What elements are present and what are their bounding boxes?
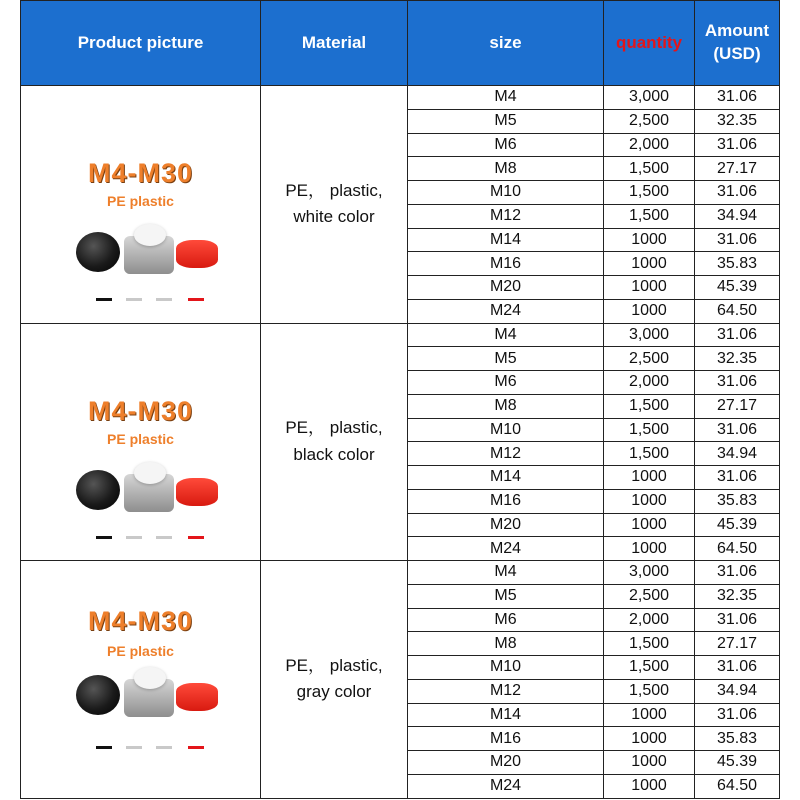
quantity-cell: 1000 [604,276,695,300]
product-image [21,86,260,323]
quantity-cell: 1000 [604,252,695,276]
quantity-cell: 2,500 [604,110,695,134]
size-cell: M24 [408,775,604,799]
color-swatch-dash [126,298,142,301]
quantity-cell: 1,500 [604,205,695,229]
amount-cell: 31.06 [695,181,780,205]
product-image [21,324,260,561]
size-cell: M12 [408,205,604,229]
color-swatch-dash [96,536,112,539]
amount-cell: 34.94 [695,442,780,466]
material-text [285,653,382,706]
color-swatch-dash [126,536,142,539]
quantity-cell: 1000 [604,514,695,538]
size-cell: M5 [408,347,604,371]
size-cell: M20 [408,514,604,538]
size-cell: M14 [408,704,604,728]
header-quantity-label: quantity [615,32,683,52]
quantity-cell: 1000 [604,490,695,514]
amount-cell: 31.06 [695,324,780,348]
quantity-cell: 1000 [604,751,695,775]
quantity-cell: 1000 [604,727,695,751]
color-swatch-dashes [96,536,216,540]
product-caps-illustration [76,464,216,534]
amount-cell: 31.06 [695,419,780,443]
size-cell: M16 [408,252,604,276]
product-image [21,561,260,798]
amount-cell: 32.35 [695,110,780,134]
size-cell: M10 [408,419,604,443]
amount-cell: 35.83 [695,490,780,514]
product-image-subtitle: PE plastic [107,643,174,659]
color-swatch-dash [156,746,172,749]
size-cell: M10 [408,181,604,205]
material-line1: PE， plastic, [285,180,383,200]
red-cap-icon [176,478,218,506]
header-amount [695,1,780,86]
amount-cell: 35.83 [695,252,780,276]
product-caps-illustration [76,226,216,296]
size-cell: M5 [408,110,604,134]
size-cell: M10 [408,656,604,680]
white-cap-icon [134,667,166,689]
red-cap-icon [176,683,218,711]
color-swatch-dash [188,536,204,539]
quantity-cell: 1000 [604,300,695,324]
amount-cell: 31.06 [695,656,780,680]
size-cell: M24 [408,300,604,324]
quantity-cell: 3,000 [604,324,695,348]
color-swatch-dash [96,746,112,749]
header-amount-line1: Amount [704,21,770,41]
amount-cell: 34.94 [695,205,780,229]
product-image-subtitle: PE plastic [107,193,174,209]
quantity-cell: 1000 [604,704,695,728]
color-swatch-dash [188,298,204,301]
amount-cell: 64.50 [695,300,780,324]
size-cell: M20 [408,751,604,775]
amount-cell: 27.17 [695,157,780,181]
material-cell [261,324,408,562]
amount-cell: 31.06 [695,609,780,633]
quantity-cell: 1,500 [604,442,695,466]
product-picture-cell [21,324,261,562]
quantity-cell: 1,500 [604,181,695,205]
quantity-cell: 1000 [604,229,695,253]
quantity-cell: 2,500 [604,585,695,609]
black-cap-icon [76,470,120,510]
amount-cell: 64.50 [695,537,780,561]
size-cell: M6 [408,134,604,158]
material-line1: PE， plastic, [285,655,383,675]
size-cell: M14 [408,466,604,490]
product-image-title: M4-M30 [87,395,194,426]
color-swatch-dash [156,298,172,301]
size-cell: M24 [408,537,604,561]
quantity-cell: 1000 [604,775,695,799]
header-material: Material [261,1,408,86]
size-cell: M6 [408,609,604,633]
header-quantity [604,1,695,86]
material-line1: PE， plastic, [285,418,383,438]
material-cell [261,561,408,799]
quantity-cell: 1,500 [604,157,695,181]
amount-cell: 27.17 [695,395,780,419]
color-swatch-dashes [96,746,216,750]
size-cell: M4 [408,86,604,110]
size-cell: M8 [408,632,604,656]
amount-cell: 31.06 [695,86,780,110]
amount-cell: 31.06 [695,704,780,728]
amount-cell: 45.39 [695,751,780,775]
quantity-cell: 2,500 [604,347,695,371]
size-cell: M20 [408,276,604,300]
quantity-cell: 1,500 [604,632,695,656]
white-cap-icon [134,224,166,246]
size-cell: M12 [408,680,604,704]
amount-cell: 27.17 [695,632,780,656]
header-product-picture: Product picture [21,1,261,86]
amount-cell: 32.35 [695,585,780,609]
color-swatch-dashes [96,298,216,302]
quantity-cell: 1000 [604,537,695,561]
product-image-title: M4-M30 [87,158,194,188]
size-cell: M8 [408,395,604,419]
amount-cell: 45.39 [695,276,780,300]
size-cell: M6 [408,371,604,395]
product-image-title: M4-M30 [87,606,194,636]
amount-cell: 31.06 [695,134,780,158]
material-line2: white color [293,207,375,227]
amount-cell: 31.06 [695,466,780,490]
size-cell: M14 [408,229,604,253]
color-swatch-dash [156,536,172,539]
product-image-subtitle: PE plastic [107,430,174,447]
size-cell: M4 [408,324,604,348]
quantity-cell: 1000 [604,466,695,490]
amount-cell: 35.83 [695,727,780,751]
material-cell [261,86,408,324]
quantity-cell: 2,000 [604,609,695,633]
product-picture-cell [21,561,261,799]
quantity-cell: 2,000 [604,134,695,158]
amount-cell: 34.94 [695,680,780,704]
red-cap-icon [176,240,218,268]
size-cell: M8 [408,157,604,181]
quantity-cell: 1,500 [604,395,695,419]
product-picture-cell [21,86,261,324]
material-line2: black color [293,444,375,464]
color-swatch-dash [96,298,112,301]
material-line2: gray color [296,682,372,702]
black-cap-icon [76,232,120,272]
amount-cell: 31.06 [695,371,780,395]
white-cap-icon [134,462,166,484]
size-cell: M16 [408,727,604,751]
quantity-cell: 2,000 [604,371,695,395]
color-swatch-dash [188,746,204,749]
material-text [285,178,382,231]
quantity-cell: 1,500 [604,680,695,704]
size-cell: M5 [408,585,604,609]
material-text [285,415,382,468]
product-caps-illustration [76,669,216,739]
size-cell: M12 [408,442,604,466]
quantity-cell: 3,000 [604,561,695,585]
amount-cell: 32.35 [695,347,780,371]
amount-cell: 31.06 [695,229,780,253]
quantity-cell: 1,500 [604,656,695,680]
amount-cell: 64.50 [695,775,780,799]
header-size: size [408,1,604,86]
amount-cell: 45.39 [695,514,780,538]
amount-cell: 31.06 [695,561,780,585]
black-cap-icon [76,675,120,715]
size-cell: M4 [408,561,604,585]
color-swatch-dash [126,746,142,749]
header-amount-line2: (USD) [713,44,761,63]
price-table [20,0,780,799]
quantity-cell: 1,500 [604,419,695,443]
size-cell: M16 [408,490,604,514]
quantity-cell: 3,000 [604,86,695,110]
